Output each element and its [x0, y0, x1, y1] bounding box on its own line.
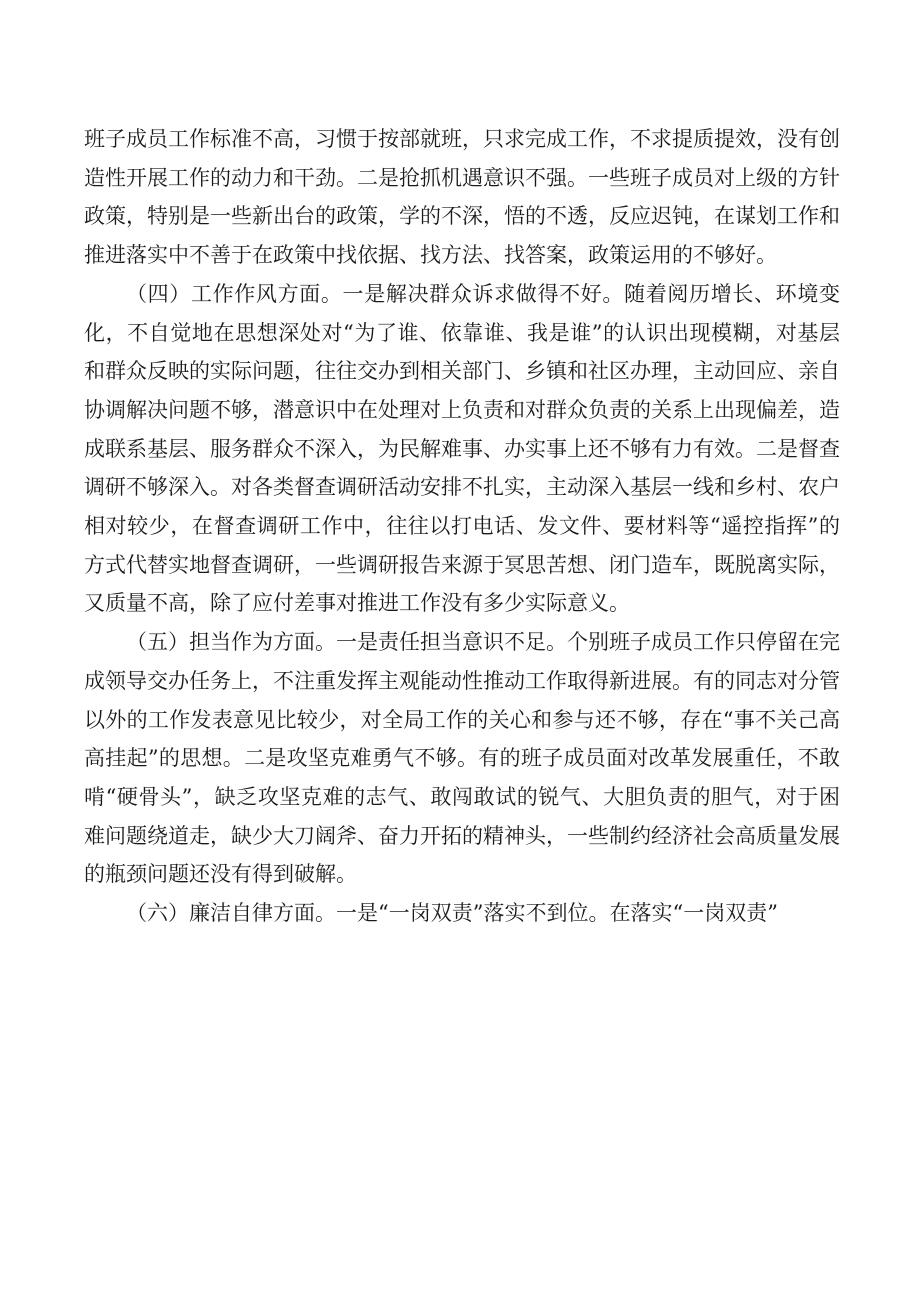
paragraph-section-5-responsibility: （五）担当作为方面。一是责任担当意识不足。个别班子成员工作只停留在完成领导交办任务上，不注重发挥主观能动性推动工作取得新进展。有的同志对分管以外的工作发表意见比较少，对全局工作的关心和参与还不够，存在“事不关己高高挂起”的思想。二是攻坚克难勇气不够。有的班子成员面对改革发展重任，不敢啃“硬骨头”，缺乏攻坚克难的志气、敢闯敢试的锐气、大胆负责的胆气，对于困难问题绕道走，缺少大刀阔斧、奋力开拓的精神头，一些制约经济社会高质量发展的瓶颈问题还没有得到破解。: [84, 630, 840, 887]
document-body: [84, 120, 840, 933]
paragraph-continuation: 班子成员工作标准不高，习惯于按部就班，只求完成工作，不求提质提效，没有创造性开展工作的动力和干劲。二是抢抓机遇意识不强。一些班子成员对上级的方针政策，特别是一些新出台的政策，学的不深，悟的不透，反应迟钝，在谋划工作和推进落实中不善于在政策中找依据、找方法、找答案，政策运用的不够好。: [84, 127, 840, 268]
paragraph-section-6-integrity: （六）廉洁自律方面。一是“一岗双责”落实不到位。在落实“一岗双责”: [126, 901, 778, 926]
paragraph-section-4-work-style: （四）工作作风方面。一是解决群众诉求做得不好。随着阅历增长、环境变化，不自觉地在思想深处对“为了谁、依靠谁、我是谁”的认识出现模糊，对基层和群众反映的实际问题，往往交办到相关部门、乡镇和社区办理，主动回应、亲自协调解决问题不够，潜意识中在处理对上负责和对群众负责的关系上出现偏差，造成联系基层、服务群众不深入，为民解难事、办实事上还不够有力有效。二是督查调研不够深入。对各类督查调研活动安排不扎实，主动深入基层一线和乡村、农户相对较少，在督查调研工作中，往往以打电话、发文件、要材料等“遥控指挥”的方式代替实地督查调研，一些调研报告来源于冥思苦想、闭门造车，既脱离实际，又质量不高，除了应付差事对推进工作没有多少实际意义。: [84, 281, 840, 616]
